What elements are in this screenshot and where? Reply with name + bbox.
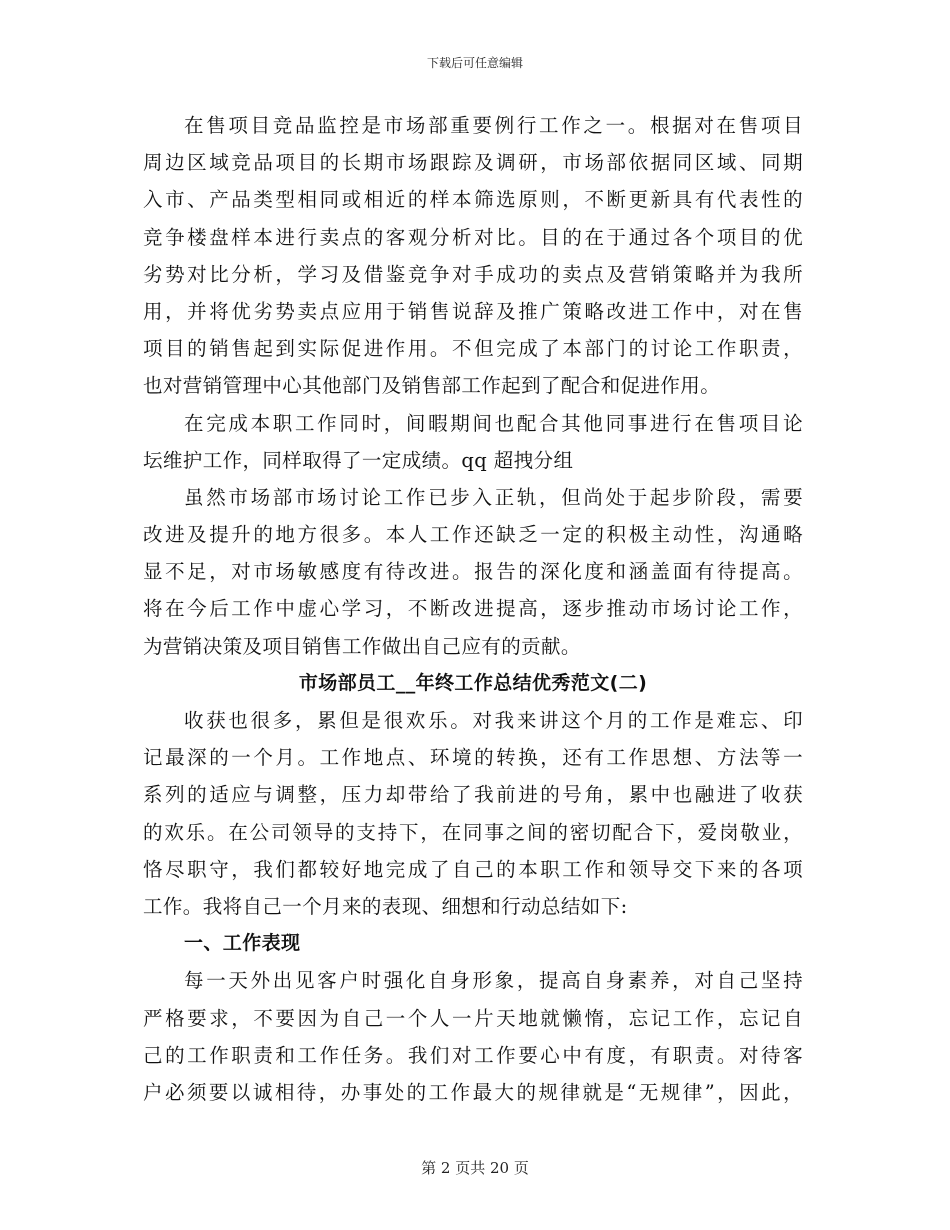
paragraph-line: 周边区域竞品项目的长期市场跟踪及调研，市场部依据同区域、同期 [143,151,803,175]
paragraph-line: 显不足，对市场敏感度有待改进。报告的深化度和涵盖面有待提高。 [143,560,803,584]
paragraph-line: 为营销决策及项目销售工作做出自己应有的贡献。 [143,634,581,658]
page-footer: 第 2 页共 20 页 [421,1159,529,1177]
paragraph-line: 的欢乐。在公司领导的支持下，在同事之间的密切配合下，爱岗敬业， [143,820,803,844]
paragraph-line: 系列的适应与调整，压力却带给了我前进的号角，累中也融进了收获 [143,783,803,807]
paragraph-line: 记最深的一个月。工作地点、环境的转换，还有工作思想、方法等一 [143,746,803,770]
subsection-heading: 一、工作表现 [184,932,301,955]
paragraph-line: 改进及提升的地方很多。本人工作还缺乏一定的积极主动性，沟通略 [143,523,803,547]
paragraph-line: 工作。我将自己一个月来的表现、细想和行动总结如下: [143,894,628,918]
document-body [143,107,803,1111]
paragraph-line: 竞争楼盘样本进行卖点的客观分析对比。目的在于通过各个项目的优 [143,225,803,249]
paragraph-line: 恪尽职守，我们都较好地完成了自己的本职工作和领导交下来的各项 [143,857,803,881]
paragraph-line: 收获也很多，累但是很欢乐。对我来讲这个月的工作是难忘、印 [184,709,803,732]
paragraph-line: 在完成本职工作同时，间暇期间也配合其他同事进行在售项目论 [184,411,803,435]
paragraph-line: 将在今后工作中虚心学习，不断改进提高，逐步推动市场讨论工作， [143,597,803,621]
paragraph-line: 在售项目竞品监控是市场部重要例行工作之一。根据对在售项目 [184,114,803,137]
paragraph-line: 己的工作职责和工作任务。我们对工作要心中有度，有职责。对待客 [143,1043,803,1067]
paragraph-line: 每一天外出见客户时强化自身形象，提高自身素养，对自己坚持 [184,969,803,993]
paragraph-line: 用，并将优劣势卖点应用于销售说辞及推广策略改进工作中，对在售 [143,299,803,323]
paragraph-line: 户必须要以诚相待，办事处的工作最大的规律就是“无规律”，因此， [143,1080,803,1104]
paragraph-line: 也对营销管理中心其他部门及销售部工作起到了配合和促进作用。 [143,374,721,398]
paragraph-line: 虽然市场部市场讨论工作已步入正轨，但尚处于起步阶段，需要 [184,485,803,509]
paragraph-line: 入市、产品类型相同或相近的样本筛选原则，不断更新具有代表性的 [143,188,803,212]
page-header: 下载后可任意编辑 [426,56,523,70]
section-title: 市场部员工__年终工作总结优秀范文(二) [298,671,648,694]
paragraph-line: 坛维护工作，同样取得了一定成绩。qq 超拽分组 [143,448,574,472]
paragraph-line: 严格要求，不要因为自己一个人一片天地就懒惰，忘记工作，忘记自 [143,1006,803,1030]
paragraph-line: 项目的销售起到实际促进作用。不但完成了本部门的讨论工作职责， [143,337,803,361]
paragraph-line: 劣势对比分析，学习及借鉴竞争对手成功的卖点及营销策略并为我所 [143,262,803,286]
